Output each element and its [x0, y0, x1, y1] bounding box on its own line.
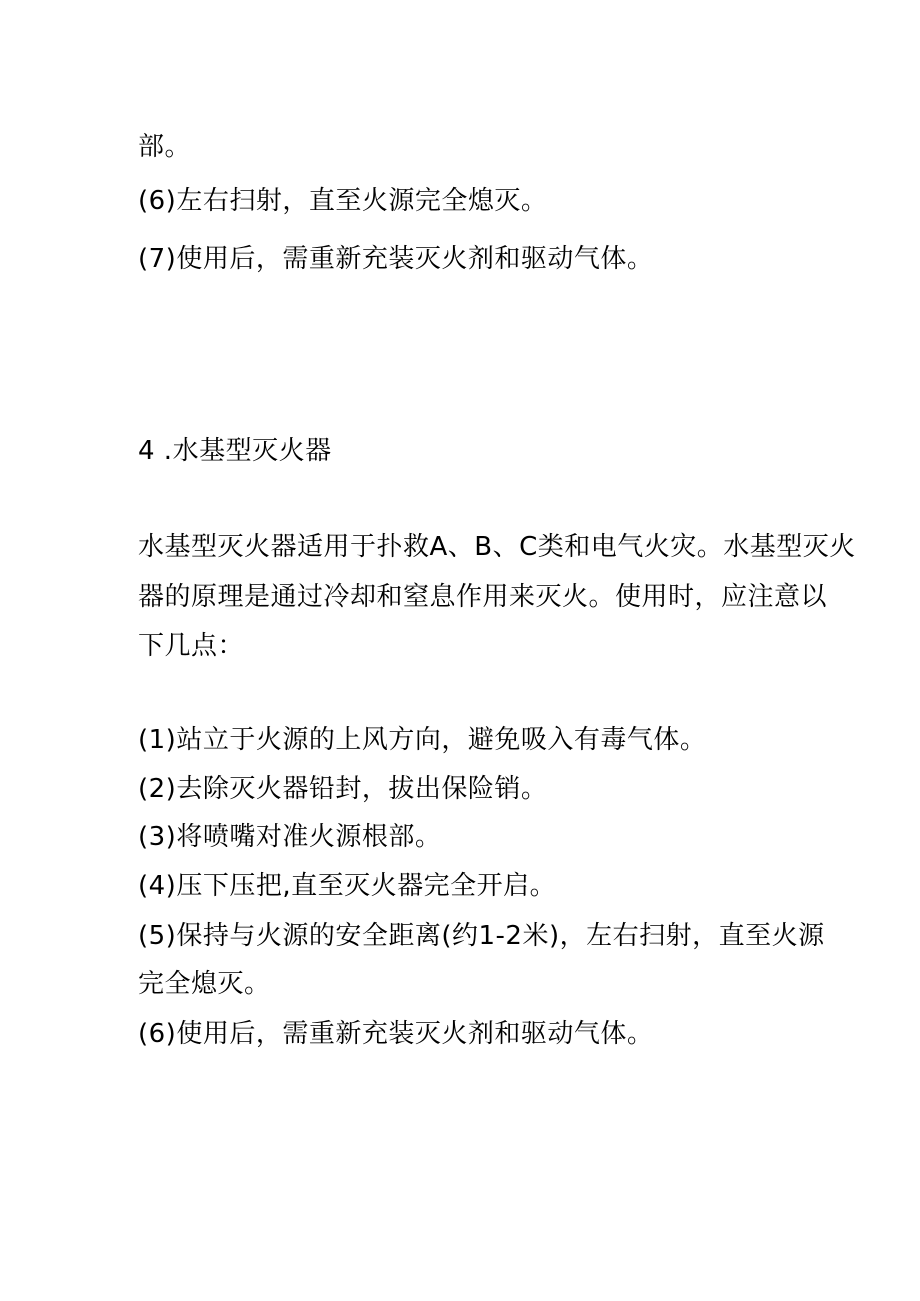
list-item-step-6: (6)左右扫射，直至火源完全熄灭。 [138, 186, 548, 216]
intro-paragraph-line-3: 下几点： [138, 631, 245, 661]
list-item-step-6-water: (6)使用后，需重新充装灭火剂和驱动气体。 [138, 1019, 654, 1049]
list-item-step-3: (3)将喷嘴对准火源根部。 [138, 822, 442, 852]
intro-paragraph-line-2: 器的原理是通过冷却和窒息作用来灭火。使用时，应注意以 [138, 582, 828, 612]
section-heading: 4 .水基型灭火器 [138, 436, 332, 466]
list-item-step-4: (4)压下压把,直至灭火器完全开启。 [138, 871, 557, 901]
list-item-step-7: (7)使用后，需重新充装灭火剂和驱动气体。 [138, 244, 654, 274]
paragraph-continuation: 部。 [138, 132, 192, 162]
list-item-step-5-continuation: 完全熄灭。 [138, 969, 271, 999]
intro-paragraph-line-1: 水基型灭火器适用于扑救A、B、C类和电气火灾。水基型灭火 [138, 532, 856, 562]
list-item-step-5: (5)保持与火源的安全距离(约1-2米)，左右扫射，直至火源 [138, 921, 825, 951]
list-item-step-1: (1)站立于火源的上风方向，避免吸入有毒气体。 [138, 725, 707, 755]
list-item-step-2: (2)去除灭火器铅封，拔出保险销。 [138, 774, 548, 804]
